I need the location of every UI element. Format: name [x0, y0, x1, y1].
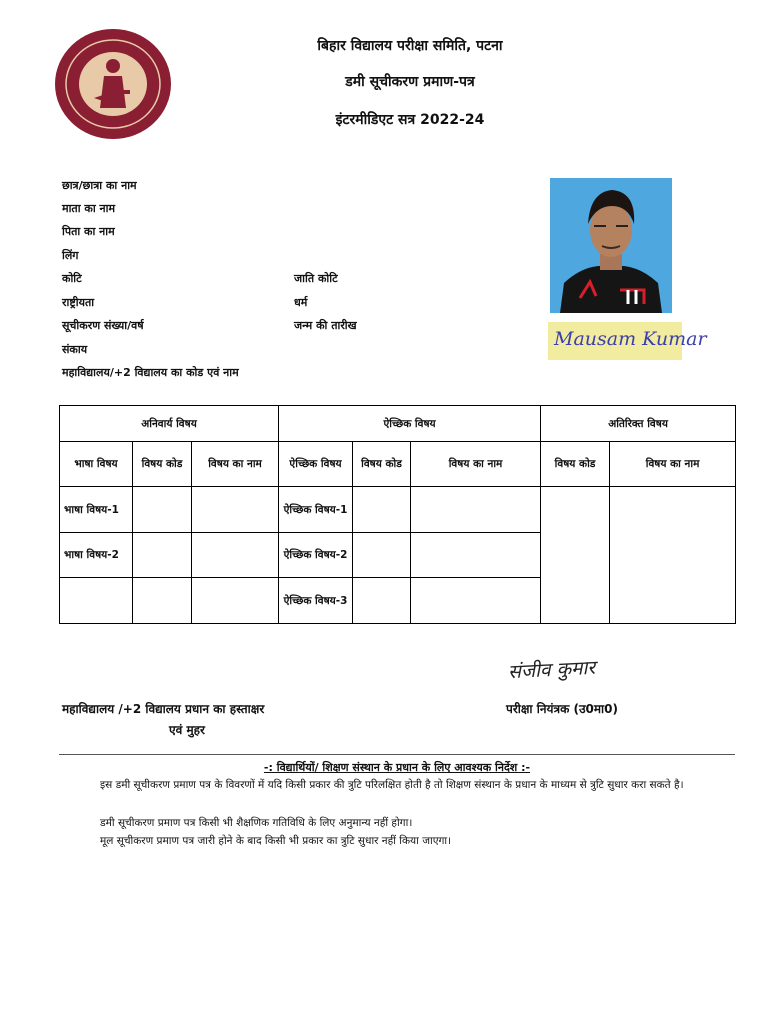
registration-label: सूचीकरण संख्या/वर्ष: [62, 319, 144, 332]
board-title: बिहार विद्यालय परीक्षा समिति, पटना: [317, 38, 503, 54]
principal-seal-label: एवं मुहर: [169, 723, 205, 737]
candidate-signature-box: [548, 322, 707, 360]
student-name-label: छात्र/छात्रा का नाम: [62, 179, 137, 192]
row-language-1: भाषा विषय-1: [60, 487, 133, 533]
table-row: [60, 487, 736, 533]
group-header-row: [60, 406, 736, 442]
mother-name-label: माता का नाम: [62, 202, 116, 215]
col-language-subject: भाषा विषय: [60, 442, 133, 487]
optional-group-header: ऐच्छिक विषय: [279, 406, 541, 442]
person-photo-icon: [550, 178, 672, 313]
gender-label: लिंग: [62, 249, 79, 262]
certificate-title: डमी सूचीकरण प्रमाण-पत्र: [345, 74, 475, 90]
row-language-2: भाषा विषय-2: [60, 533, 133, 578]
col-optional-subject: ऐच्छिक विषय: [279, 442, 353, 487]
instruction-item: डमी सूचीकरण प्रमाण पत्र किसी भी शैक्षणिक गतिविधि के लिए अनुमान्य नहीं होगा।: [100, 817, 413, 829]
cell-empty: [411, 487, 541, 533]
row-optional-2: ऐच्छिक विषय-2: [279, 533, 353, 578]
cell-empty: [192, 533, 279, 578]
cell-empty: [133, 533, 192, 578]
exam-controller-label: परीक्षा नियंत्रक (उ0मा0): [506, 702, 618, 716]
cell-empty: [192, 487, 279, 533]
candidate-signature: Mausam Kumar: [554, 328, 707, 350]
category-label: कोटि: [62, 272, 82, 285]
row-optional-1: ऐच्छिक विषय-1: [279, 487, 353, 533]
col-optional-subject-name: विषय का नाम: [411, 442, 541, 487]
candidate-photo: [550, 178, 672, 313]
cell-empty: [192, 578, 279, 624]
board-seal-icon: [54, 28, 172, 140]
cell-empty: [60, 578, 133, 624]
cell-empty: [133, 487, 192, 533]
cell-empty: [133, 578, 192, 624]
instruction-item: इस डमी सूचीकरण प्रमाण पत्र के विवरणों में यदि किसी प्रकार की त्रुटि परिलक्षित होती है तो शिक्षण संस्थान के प्रधान के माध्यम से त्रुटि सुधार करा सकते है।: [100, 779, 684, 791]
cell-empty: [353, 578, 411, 624]
column-header-row: [60, 442, 736, 487]
cell-empty: [353, 487, 411, 533]
col-subject-name: विषय का नाम: [192, 442, 279, 487]
cell-empty: [411, 533, 541, 578]
religion-label: धर्म: [294, 296, 308, 309]
board-logo: [54, 28, 172, 140]
col-subject-code: विषय कोड: [133, 442, 192, 487]
father-name-label: पिता का नाम: [62, 225, 115, 238]
additional-name-cell: [610, 487, 736, 624]
instruction-item: मूल सूचीकरण प्रमाण पत्र जारी होने के बाद किसी भी प्रकार का त्रुटि सुधार नहीं किया जाएगा।: [100, 835, 452, 847]
cell-empty: [353, 533, 411, 578]
dob-label: जन्म की तारीख: [294, 319, 357, 332]
cell-empty: [411, 578, 541, 624]
col-additional-subject-name: विषय का नाम: [610, 442, 736, 487]
college-code-label: महाविद्यालय/+2 विद्यालय का कोड एवं नाम: [62, 366, 239, 379]
faculty-label: संकाय: [62, 343, 88, 356]
nationality-label: राष्ट्रीयता: [62, 296, 95, 309]
controller-signature: संजीव कुमार: [507, 656, 596, 684]
subjects-table: [59, 405, 736, 624]
compulsory-group-header: अनिवार्य विषय: [60, 406, 279, 442]
caste-category-label: जाति कोटि: [294, 272, 338, 285]
row-optional-3: ऐच्छिक विषय-3: [279, 578, 353, 624]
session-title: इंटरमीडिएट सत्र 2022-24: [335, 112, 485, 128]
additional-group-header: अतिरिक्त विषय: [541, 406, 736, 442]
col-optional-subject-code: विषय कोड: [353, 442, 411, 487]
principal-signature-label: महाविद्यालय /+2 विद्यालय प्रधान का हस्ताक्षर: [62, 702, 265, 716]
col-additional-subject-code: विषय कोड: [541, 442, 610, 487]
additional-code-cell: [541, 487, 610, 624]
instructions-title: -: विद्यार्थियों/ शिक्षण संस्थान के प्रधान के लिए आवश्यक निर्देश :-: [263, 761, 531, 774]
instructions-divider: [59, 754, 735, 755]
